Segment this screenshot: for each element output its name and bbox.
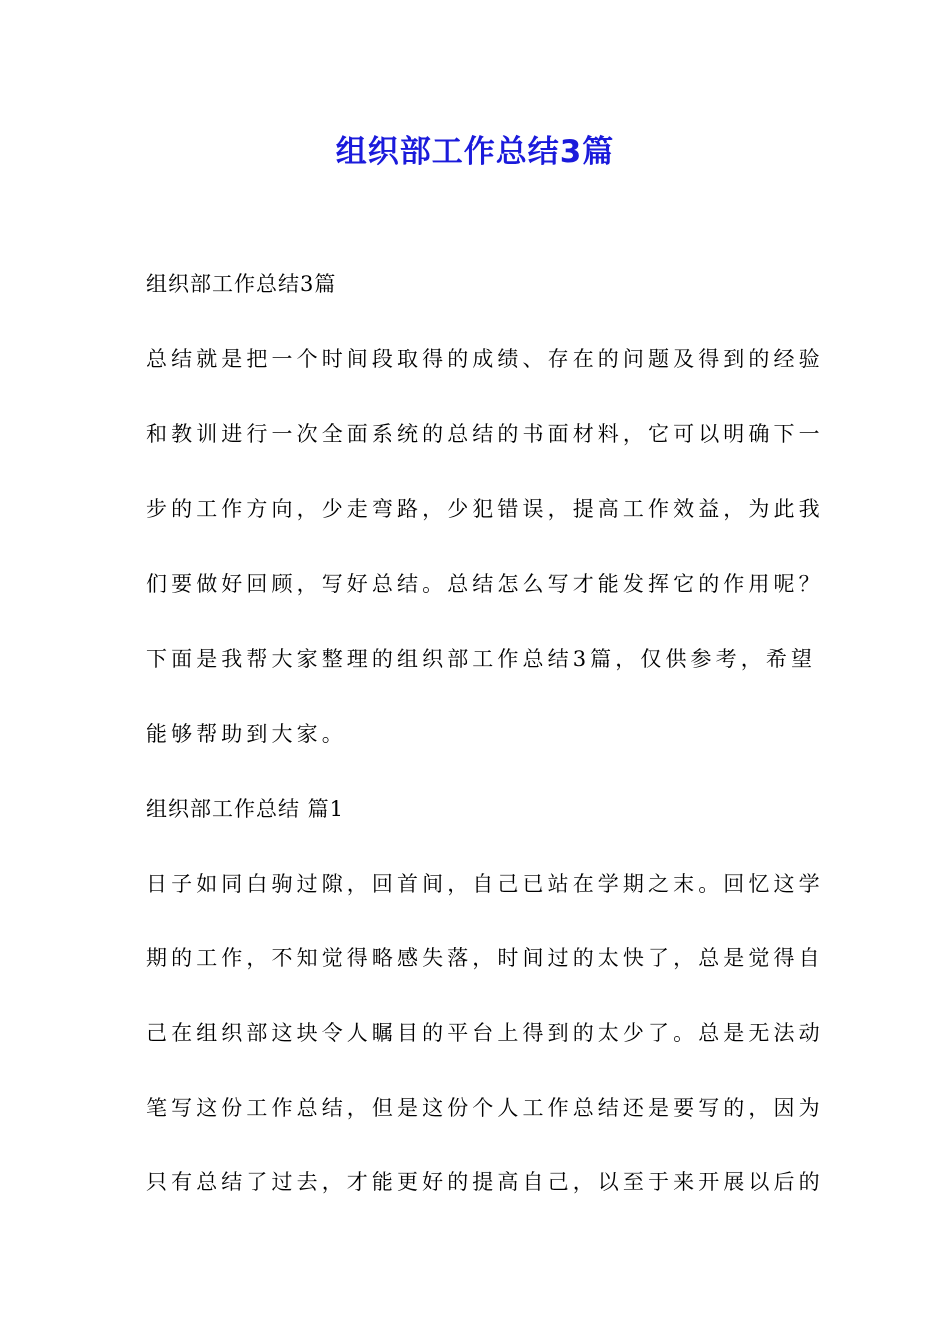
intro-line: 下面是我帮大家整理的组织部工作总结3篇，仅供参考，希望 bbox=[146, 647, 817, 671]
section-line: 己在组织部这块令人瞩目的平台上得到的太少了。总是无法动 bbox=[146, 1021, 824, 1045]
intro-line: 总结就是把一个时间段取得的成绩、存在的问题及得到的经验 bbox=[146, 347, 824, 371]
intro-line: 步的工作方向，少走弯路，少犯错误，提高工作效益，为此我 bbox=[146, 497, 824, 521]
section-line: 笔写这份工作总结，但是这份个人工作总结还是要写的，因为 bbox=[146, 1096, 824, 1120]
section-line: 日子如同白驹过隙，回首间，自己已站在学期之末。回忆这学 bbox=[146, 872, 824, 896]
section-heading: 组织部工作总结 篇1 bbox=[146, 797, 345, 821]
intro-line: 们要做好回顾，写好总结。总结怎么写才能发挥它的作用呢？ bbox=[146, 572, 824, 596]
section-line: 期的工作，不知觉得略感失落，时间过的太快了，总是觉得自 bbox=[146, 946, 824, 970]
section-line: 只有总结了过去，才能更好的提高自己，以至于来开展以后的 bbox=[146, 1170, 824, 1194]
document-subtitle: 组织部工作总结3篇 bbox=[146, 272, 337, 296]
intro-line: 能够帮助到大家。 bbox=[146, 722, 347, 746]
document-title: 组织部工作总结3篇 bbox=[335, 134, 615, 170]
intro-line: 和教训进行一次全面系统的总结的书面材料，它可以明确下一 bbox=[146, 422, 824, 446]
